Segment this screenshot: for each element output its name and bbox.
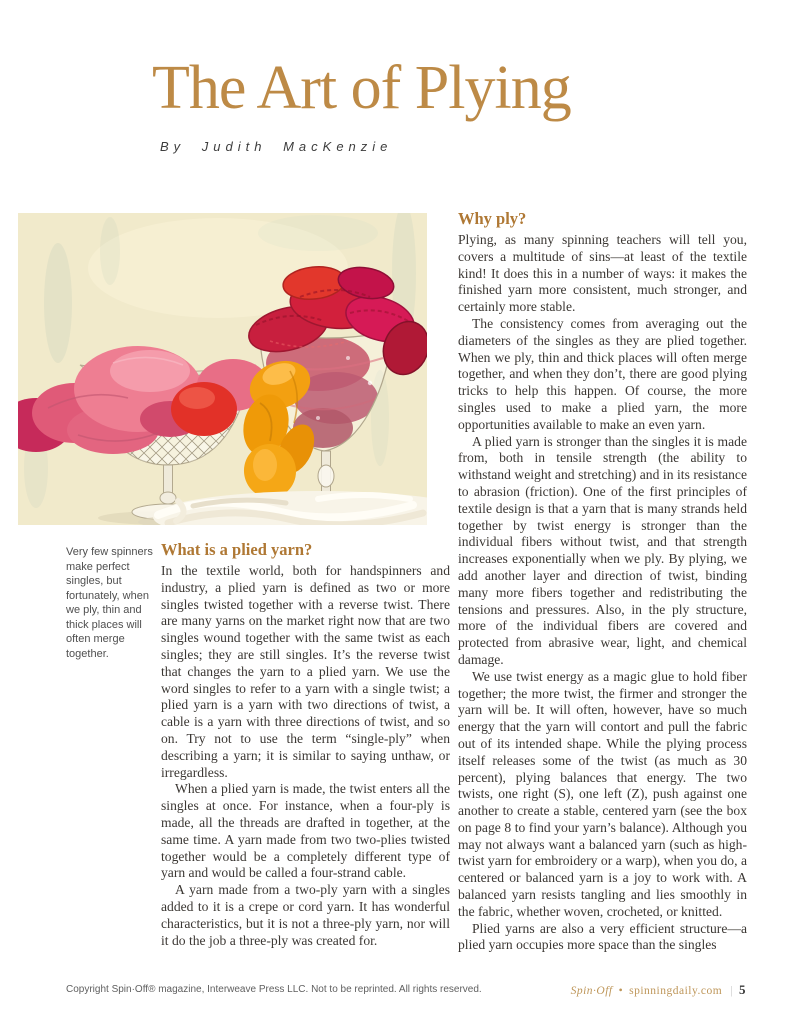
paragraph: Plied yarns are also a very efficient structure—a plied yarn occupies more space than the singles <box>458 920 747 953</box>
body-text-right <box>458 232 747 954</box>
column-why-ply <box>458 209 747 954</box>
byline: By Judith MacKenzie <box>160 139 393 154</box>
paragraph: When a plied yarn is made, the twist enters all the singles at once. For instance, when a four-ply is made, all the threads are drafted in together, at the same time. A yarn made from two two-plies twisted together would be a completely different type of yarn and would be called a four-strand cable. <box>161 781 450 881</box>
paragraph: We use twist energy as a magic glue to hold fiber together; the more twist, the firmer and stronger the yarn will be. It will often, however, have so much energy that the yarn will contort and pull the fabric out of its intended shape. While the plying process itself releases some of the twist (as much as 30 percent), plying balances that energy. The two twists, one right (S), one left (Z), push against one another to create a stable, centered yarn (see the box on page 8 to find your yarn’s balance). Although you may not always want a balanced yarn (such as high-twist yarn for embroidery or a warp), when you do, a centered or balanced yarn is a joy to work with. A balanced yarn resists tangling and lies smoothly in the fabric, whether woven, crocheted, or knitted. <box>458 668 747 919</box>
website-link[interactable]: spinningdaily.com <box>629 985 723 997</box>
column-what-is-a-plied-yarn <box>161 540 450 949</box>
copyright-notice: Copyright Spin·Off® magazine, Interweave Press LLC. Not to be reprinted. All rights reserved. <box>66 984 482 995</box>
yarn-photo-illustration <box>18 213 427 525</box>
page-title: The Art of Plying <box>152 54 571 122</box>
article-photo <box>18 213 427 525</box>
section-heading-what-is-a-plied-yarn: What is a plied yarn? <box>161 540 313 559</box>
page-number: 5 <box>739 982 746 997</box>
paragraph: A plied yarn is stronger than the singles it is made from, both in tensile strength (the ability to withstand weight and stretching) and in its resistance to abrasion (friction). One of the first principles of textile design is that a yarn that is many strands held together by twist energy is stronger than the individual fibers without twist, and that strength increases exponentially when we ply. By plying, we add another layer and direction of twist, binding many more fibers together and redistributing the tensions and pressures. Also, in the ply structure, more of the individual fibers are covered and protected from abrasive wear, light, and chemical damage. <box>458 433 747 667</box>
body-text-left <box>161 563 450 949</box>
paragraph: A yarn made from a two-ply yarn with a singles added to it is a crepe or cord yarn. It has wonderful characteristics, but it is not a three-ply yarn, nor will it do the job a three-ply was created for. <box>161 882 450 948</box>
photo-caption: Very few spinners make perfect singles, but fortunately, when we ply, thin and thick places will often merge together. <box>66 546 153 660</box>
section-heading-why-ply: Why ply? <box>458 209 527 228</box>
footer-brand-line <box>571 982 746 998</box>
footer-divider: | <box>730 985 733 997</box>
bullet-separator: • <box>618 985 624 997</box>
paragraph: Plying, as many spinning teachers will tell you, covers a multitude of sins—at least of the textile kind! It does this in a number of ways: it makes the finished yarn more consistent, much stronger, and certainly more stable. <box>458 232 747 315</box>
magazine-brand: Spin·Off <box>570 985 613 997</box>
paragraph: The consistency comes from averaging out the diameters of the singles as they are plied together. When we ply, thin and thick places will often merge together, and when they don’t, there are good plying tricks to help this happen. Of course, the more singles used to make a plied yarn, the more opportunities available to make an even yarn. <box>458 315 747 432</box>
paragraph: In the textile world, both for handspinners and industry, a plied yarn is defined as two or more singles twisted together with a reverse twist. There are many yarns on the market right now that are two singles wound together with the same twist as each singles; they are still singles. It’s the reverse twist that changes the yarn to a plied yarn. We use the word singles to refer to a yarn with a single twist; a plied yarn is a yarn with two directions of twist, a cable is a yarn with three directions of twist, and so on. Try not to use the term “single-ply” when describing a yarn; it is similar to saying unthaw, or irregardless. <box>161 563 450 780</box>
